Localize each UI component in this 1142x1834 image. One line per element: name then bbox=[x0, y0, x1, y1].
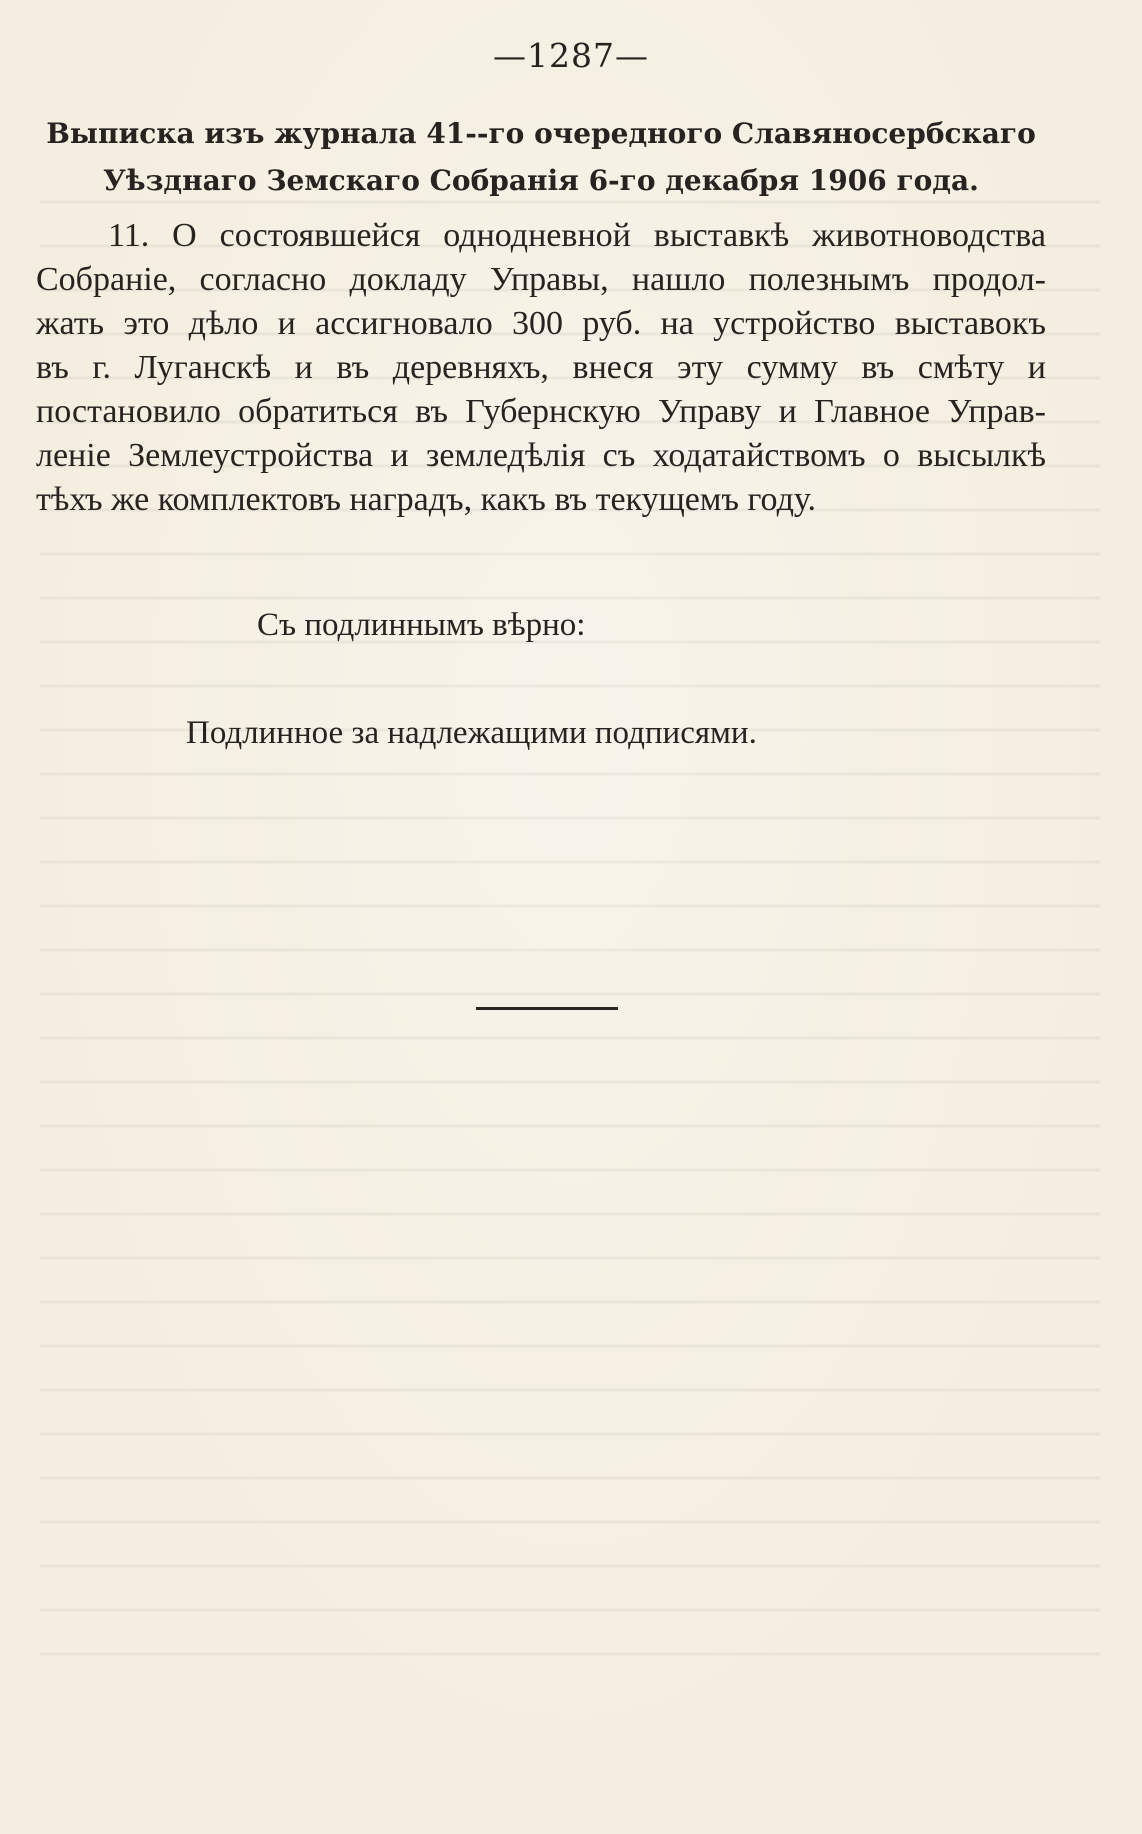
closing-rule bbox=[476, 1007, 618, 1010]
document-heading bbox=[36, 110, 1046, 204]
signatures-note: Подлинное за надлежащими подписями. bbox=[186, 715, 757, 751]
heading-line: Уѣзднаго Земскаго Собранія 6-го декабря 1906 года. bbox=[103, 164, 979, 197]
paragraph-line: тѣхъ же комплектовъ наградъ, какъ въ текущемъ году. bbox=[36, 481, 816, 518]
paragraph-line: леніе Землеустройства и земледѣлія съ ходатайствомъ о высылкѣ bbox=[36, 437, 1046, 474]
paragraph-line: постановило обратиться въ Губернскую Управу и Главное Управ- bbox=[36, 393, 1046, 430]
heading-line: Выписка изъ журнала 41--го очередного Славяносербскаго bbox=[46, 117, 1036, 150]
paragraph-line: жать это дѣло и ассигновало 300 руб. на устройство выставокъ bbox=[36, 305, 1046, 342]
paragraph-line: 11. О состоявшейся однодневной выставкѣ животноводства bbox=[108, 217, 1046, 254]
resolution-paragraph bbox=[36, 214, 1046, 522]
page-number: —1287— bbox=[493, 36, 649, 75]
paragraph-line: Собраніе, согласно докладу Управы, нашло полезнымъ продол- bbox=[36, 261, 1046, 298]
paragraph-line: въ г. Луганскѣ и въ деревняхъ, внеся эту сумму въ смѣту и bbox=[36, 349, 1046, 386]
certification-note: Съ подлиннымъ вѣрно: bbox=[257, 607, 586, 643]
